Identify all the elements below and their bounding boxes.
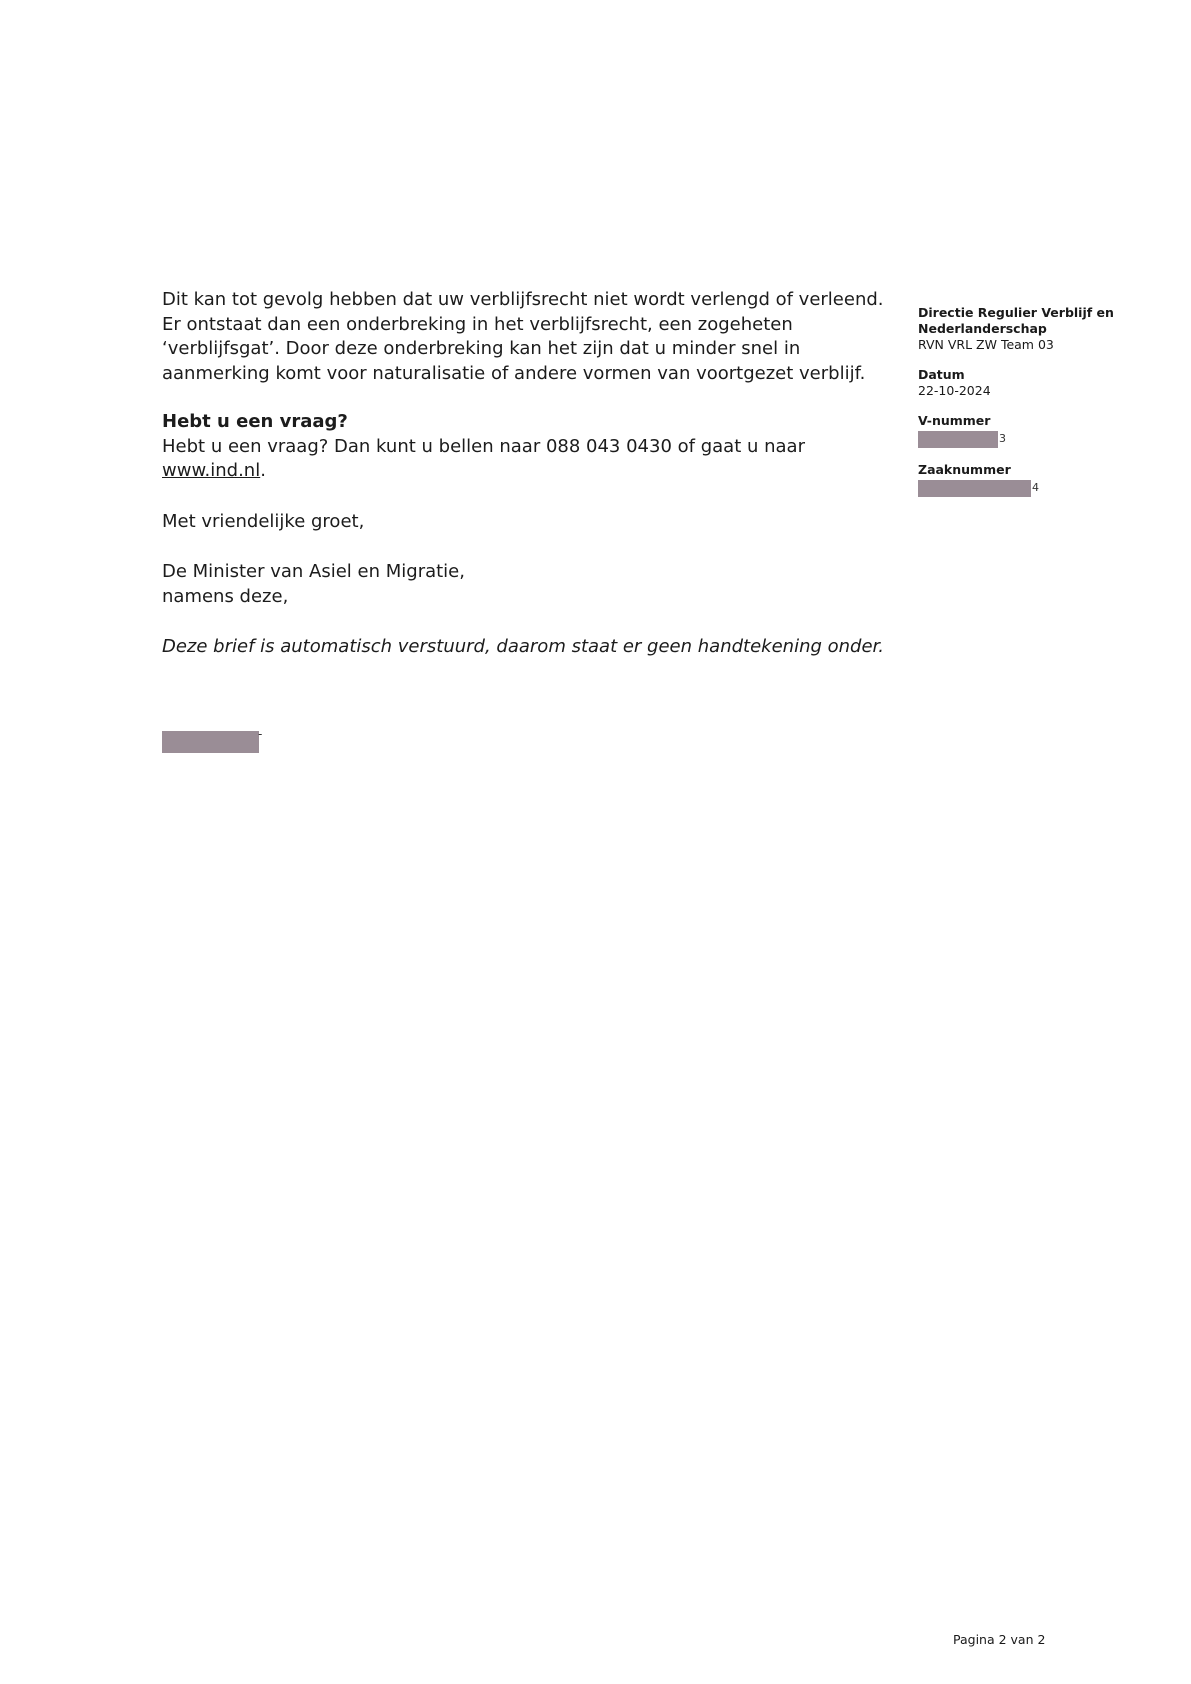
signature-tail: -: [258, 727, 263, 741]
ind-website-link[interactable]: www.ind.nl: [162, 460, 261, 481]
v-number-block: [918, 413, 1158, 448]
question-text: Hebt u een vraag? Dan kunt u bellen naar 088 043 0430 of gaat u naar: [162, 435, 805, 457]
sidebar-metadata: [918, 305, 1158, 497]
sender-line-2: namens deze,: [162, 585, 289, 607]
case-number-tail: 4: [1032, 481, 1039, 494]
date-block: [918, 367, 1158, 399]
v-number-tail: 3: [999, 432, 1006, 445]
date-label: Datum: [918, 367, 965, 382]
department-line-2: Nederlanderschap: [918, 321, 1047, 336]
v-number-redaction: [918, 431, 998, 448]
consequence-paragraph: Dit kan tot gevolg hebben dat uw verblijfsrecht niet wordt verlengd of verleend. Er ontstaat dan een onderbreking in het verblijfsrecht, een zogeheten ‘verblijfsgat’. Door deze onderbreking kan het zijn dat u minder snel in aanmerking komt voor naturalisatie of andere vormen van voortgezet verblijf.: [162, 289, 884, 384]
page-indicator: Pagina 2 van 2: [953, 1632, 1046, 1647]
letter-body: [162, 288, 902, 660]
date-value: 22-10-2024: [918, 383, 991, 398]
case-number-block: [918, 462, 1158, 497]
department-block: [918, 305, 1158, 353]
automatic-note: Deze brief is automatisch verstuurd, daarom staat er geen handtekening onder.: [162, 636, 885, 657]
question-paragraph: [162, 435, 902, 484]
greeting: Met vriendelijke groet,: [162, 510, 365, 532]
question-heading: Hebt u een vraag?: [162, 411, 348, 432]
case-number-redaction: [918, 480, 1031, 497]
signature-redaction: [162, 731, 259, 753]
question-suffix: .: [260, 460, 266, 481]
case-number-label: Zaaknummer: [918, 462, 1011, 477]
team-name: RVN VRL ZW Team 03: [918, 337, 1054, 352]
v-number-label: V-nummer: [918, 413, 991, 428]
v-number-value: [918, 430, 1158, 448]
case-number-value: [918, 479, 1158, 497]
sender-line-1: De Minister van Asiel en Migratie,: [162, 561, 465, 582]
department-line-1: Directie Regulier Verblijf en: [918, 305, 1114, 320]
